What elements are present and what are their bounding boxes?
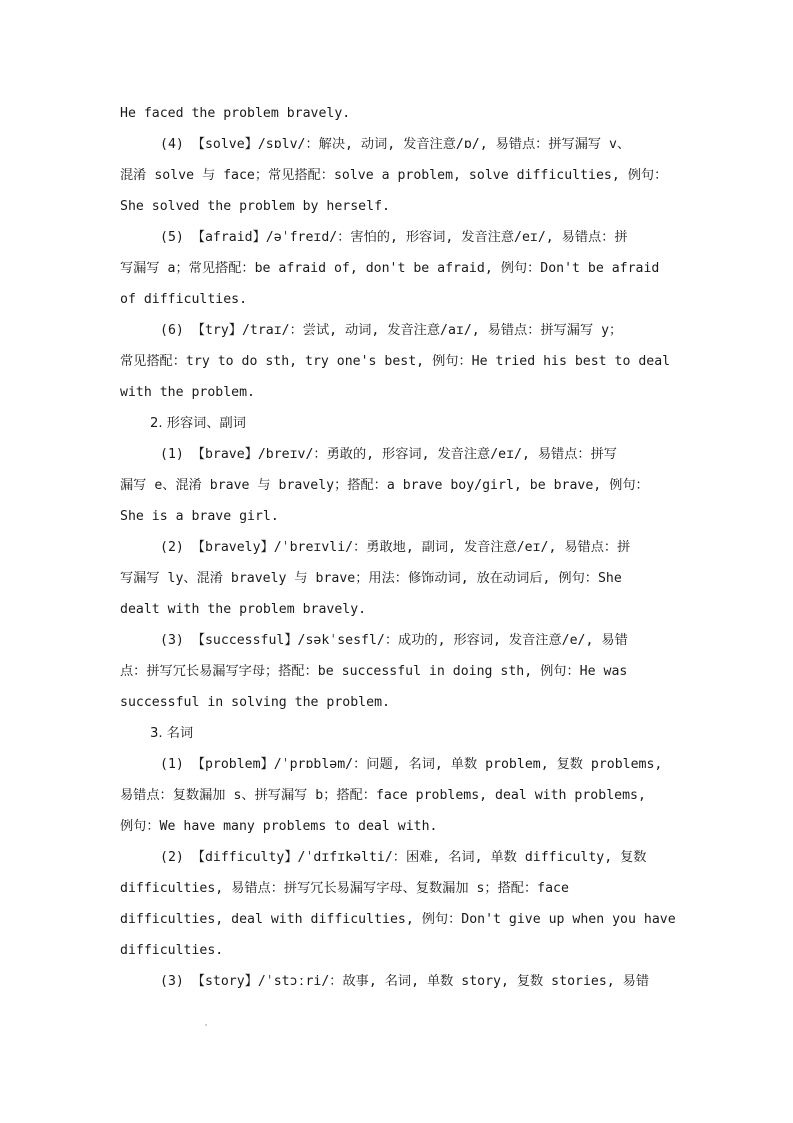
entry-brave-line-3: She is a brave girl. — [120, 509, 279, 524]
entry-story-line-1: (3) 【story】/ˈstɔːri/：故事, 名词, 单数 story, 复数 stories, 易错 — [160, 974, 650, 989]
entry-bravely-line-3: dealt with the problem bravely. — [120, 602, 367, 617]
entry-try-line-3: with the problem. — [120, 385, 255, 400]
entry-difficulty-line-4: difficulties. — [120, 943, 224, 958]
entry-try-line-1: (6) 【try】/traɪ/：尝试, 动词, 发音注意/aɪ/, 易错点：拼写漏写 y； — [160, 323, 623, 338]
entry-solve-line-1: (4) 【solve】/sɒlv/：解决, 动词, 发音注意/ɒ/, 易错点：拼写漏写 v、 — [160, 137, 631, 152]
entry-difficulty-line-3: difficulties, deal with difficulties, 例句：Don't give up when you have — [120, 912, 676, 927]
entry-problem-line-3: 例句：We have many problems to deal with. — [120, 819, 438, 834]
document-body — [120, 98, 680, 997]
entry-successful-line-1: (3) 【successful】/səkˈsesfl/：成功的, 形容词, 发音注意/e/, 易错 — [160, 633, 628, 648]
entry-afraid-line-2: 写漏写 a；常见搭配：be afraid of, don't be afraid, 例句：Don't be afraid — [120, 261, 660, 276]
entry-difficulty-line-2: difficulties, 易错点：拼写冗长易漏写字母、复数漏加 s；搭配：face — [120, 881, 569, 896]
entry-problem-line-1: (1) 【problem】/ˈprɒbləm/：问题, 名词, 单数 problem, 复数 problems, — [160, 757, 663, 772]
entry-successful-line-3: successful in solving the problem. — [120, 695, 390, 710]
entry-afraid-line-3: of difficulties. — [120, 292, 248, 307]
entry-brave-line-2: 漏写 e、混淆 brave 与 bravely；搭配：a brave boy/girl, be brave, 例句： — [120, 478, 649, 493]
entry-brave-line-1: (1) 【brave】/breɪv/：勇敢的, 形容词, 发音注意/eɪ/, 易错点：拼写 — [160, 447, 617, 462]
section-heading-nouns: 3. 名词 — [150, 726, 194, 741]
entry-problem-line-2: 易错点：复数漏加 s、拼写漏写 b；搭配：face problems, deal with problems, — [120, 788, 646, 803]
entry-solve-line-2: 混淆 solve 与 face；常见搭配：solve a problem, solve difficulties, 例句： — [120, 168, 668, 183]
page-mark — [205, 1024, 207, 1026]
section-heading-adjectives-adverbs: 2. 形容词、副词 — [150, 416, 246, 431]
entry-try-line-2: 常见搭配：try to do sth, try one's best, 例句：He tried his best to deal — [120, 354, 671, 369]
entry-solve-line-3: She solved the problem by herself. — [120, 199, 390, 214]
entry-bravely-line-2: 写漏写 ly、混淆 bravely 与 brave；用法：修饰动词, 放在动词后, 例句：She — [120, 571, 622, 586]
entry-afraid-line-1: (5) 【afraid】/əˈfreɪd/：害怕的, 形容词, 发音注意/eɪ/, 易错点：拼 — [160, 230, 628, 245]
entry-difficulty-line-1: (2) 【difficulty】/ˈdɪfɪkəlti/：困难, 名词, 单数 difficulty, 复数 — [160, 850, 647, 865]
entry-successful-line-2: 点：拼写冗长易漏写字母；搭配：be successful in doing sth, 例句：He was — [120, 664, 628, 679]
text-line: He faced the problem bravely. — [120, 106, 351, 121]
entry-bravely-line-1: (2) 【bravely】/ˈbreɪvli/：勇敢地, 副词, 发音注意/eɪ/, 易错点：拼 — [160, 540, 631, 555]
